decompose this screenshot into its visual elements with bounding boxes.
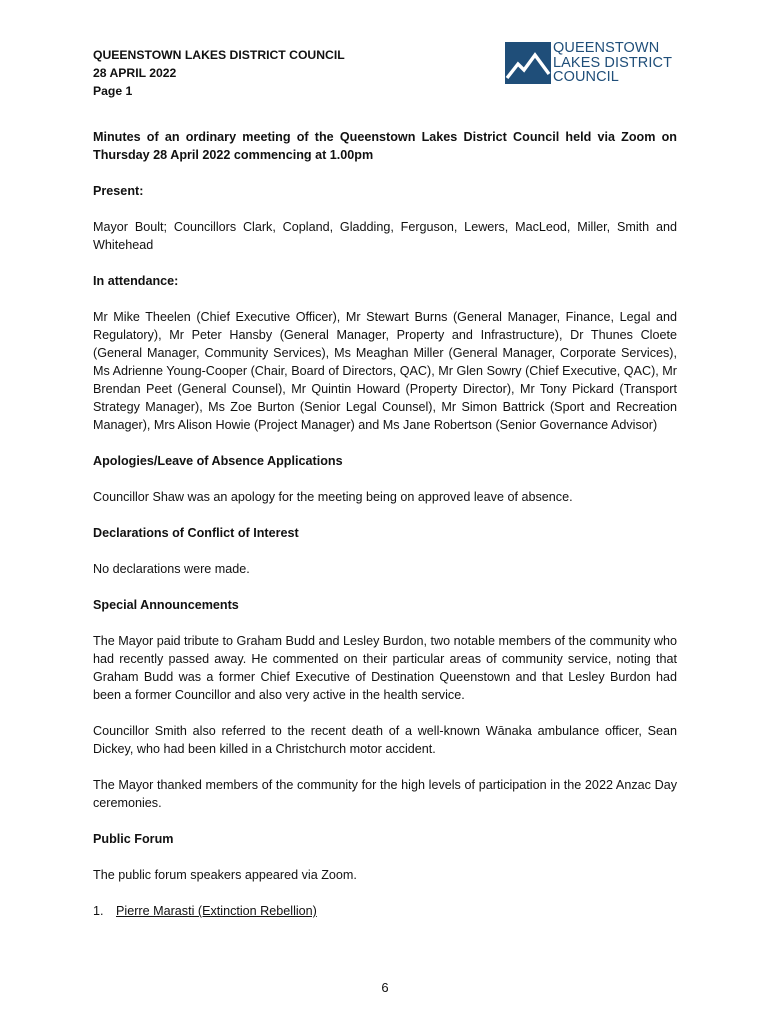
logo-line-1: QUEENSTOWN (553, 40, 660, 56)
special-heading: Special Announcements (93, 598, 239, 612)
minutes-body (93, 128, 677, 920)
logo-wordmark (553, 41, 672, 85)
minutes-title: Minutes of an ordinary meeting of the Queenstown Lakes District Council held via Zoom on Thursday 28 April 2022 commencing at 1.00pm (93, 130, 677, 162)
mountain-logo-icon (505, 42, 551, 84)
conflict-text: No declarations were made. (93, 562, 250, 576)
special-paragraph-1: The Mayor paid tribute to Graham Budd and Lesley Burdon, two notable members of the community who had recently passed away. He commented on their particular areas of community service, noting that Graham Budd was a former Chief Executive of Destination Queenstown and that Lesley Burdon had been a former Councillor and also very active in the health service. (93, 634, 677, 702)
forum-speaker-number: 1. (93, 904, 104, 918)
page-number: 6 (381, 980, 389, 995)
header-page: Page 1 (93, 84, 133, 98)
conflict-heading: Declarations of Conflict of Interest (93, 526, 299, 540)
apologies-text: Councillor Shaw was an apology for the meeting being on approved leave of absence. (93, 490, 573, 504)
present-heading: Present: (93, 184, 144, 198)
header-date: 28 APRIL 2022 (93, 66, 177, 80)
forum-speaker-item (93, 902, 677, 920)
council-logo (505, 42, 685, 86)
logo-line-2: LAKES DISTRICT (553, 54, 673, 71)
special-paragraph-3: The Mayor thanked members of the community for the high levels of participation in the 2022 Anzac Day ceremonies. (93, 778, 677, 810)
page-header (93, 46, 345, 100)
apologies-heading: Apologies/Leave of Absence Applications (93, 454, 343, 468)
special-paragraph-2: Councillor Smith also referred to the recent death of a well-known Wānaka ambulance officer, Sean Dickey, who had been killed in a Christchurch motor accident. (93, 724, 677, 756)
attendance-heading: In attendance: (93, 274, 179, 288)
header-org: QUEENSTOWN LAKES DISTRICT COUNCIL (93, 48, 345, 62)
forum-speaker-link[interactable]: Pierre Marasti (Extinction Rebellion) (116, 904, 317, 918)
forum-text: The public forum speakers appeared via Zoom. (93, 868, 357, 882)
attendance-text: Mr Mike Theelen (Chief Executive Officer), Mr Stewart Burns (General Manager, Finance, Legal and Regulatory), Mr Peter Hansby (General Manager, Property and Infrastructure), Dr Thunes Cloete (General Manager, Community Services), Ms Meaghan Miller (General Manager, Corporate Services), Ms Adrienne Young-Cooper (Chair, Board of Directors, QAC), Mr Glen Sowry (Chief Executive, QAC), Mr Brendan Peet (General Counsel), Mr Quintin Howard (Property Director), Mr Tony Pickard (Transport Strategy Manager), Ms Zoe Burton (Senior Legal Counsel), Mr Simon Battrick (Sport and Recreation Manager), Mrs Alison Howie (Project Manager) and Ms Jane Robertson (Senior Governance Advisor) (93, 310, 677, 432)
present-text: Mayor Boult; Councillors Clark, Copland, Gladding, Ferguson, Lewers, MacLeod, Miller, Smith and Whitehead (93, 220, 677, 252)
logo-line-3: COUNCIL (553, 69, 619, 85)
forum-heading: Public Forum (93, 832, 174, 846)
